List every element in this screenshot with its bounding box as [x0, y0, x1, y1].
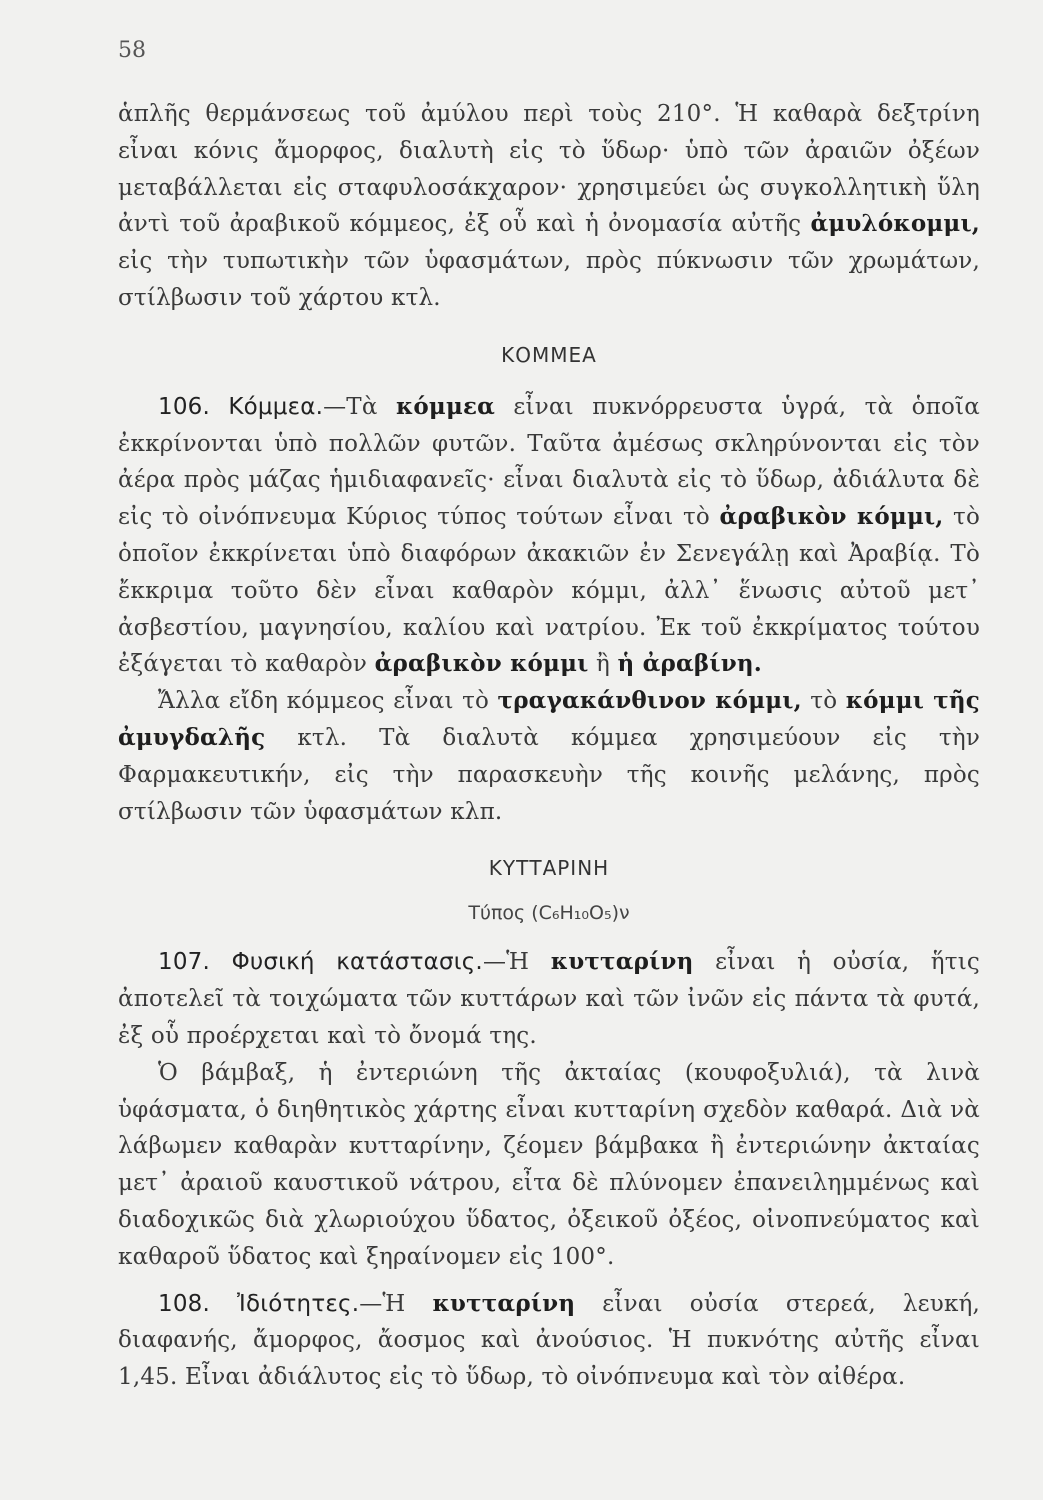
section-108-paragraph: 108. Ἰδιότητες.—Ἡ κυτταρίνη εἶναι οὐσία στερεά, λευκή, διαφανής, ἄμορφος, ἄοσμος καὶ ἀνούσιος. Ἡ πυκνότης αὐτῆς εἶναι 1,45. Εἶναι ἀδιάλυτος εἰς τὸ ὕδωρ, τὸ οἰνόπνευμα καὶ τὸν αἰθέρα.: [118, 1289, 981, 1391]
section-107-paragraph-2: Ὁ βάμβαξ, ἡ ἐντεριώνη τῆς ἀκταίας (κουφοξυλιά), τὰ λινὰ ὑφάσματα, ὁ διηθητικὸς χάρτης εἶναι κυτταρίνη σχεδὸν καθαρά. Διὰ νὰ λάβωμεν καθαρὰν κυτταρίνην, ζέομεν βάμβακα ἢ ἐντεριώνην ἀκταίας μετ᾽ ἀραιοῦ καυστικοῦ νάτρου, εἶτα δὲ πλύνομεν ἐπανειλημμένως καὶ διαδοχικῶς διὰ χλωριούχου ὕδατος, ὀξεικοῦ ὀξέος, οἰνοπνεύματος καὶ καθαροῦ ὕδατος καὶ ξηραίνομεν εἰς 100°.: [118, 1059, 980, 1270]
formula: Τύπος (C₆H₁₀O₅)ν: [468, 902, 630, 925]
section-number: 107.: [158, 949, 211, 976]
page-number: 58: [118, 38, 146, 63]
term-amylokommi: ἀμυλόκομμι,: [810, 210, 980, 238]
section-title: Κόμμεα.: [228, 393, 324, 420]
section-107-paragraph: 107. Φυσική κατάστασις.—Ἡ κυτταρίνη εἶναι ἡ οὐσία, ἥτις ἀποτελεῖ τὰ τοιχώματα τῶν κυττάρων καὶ τῶν ἰνῶν εἰς πάντα τὰ φυτά, ἐξ οὗ προέρχεται καὶ τὸ ὄνομά της.: [118, 948, 981, 1049]
section-106-paragraph-2: Ἄλλα εἴδη κόμμεος εἶναι τὸ τραγακάνθινον κόμμι, τὸ κόμμι τῆς ἀμυγδαλῆς κτλ. Τὰ διαλυτὰ κόμμεα χρησιμεύουν εἰς τὴν Φαρμακευτικήν, εἰς τὴν παρασκευὴν τῆς κοινῆς μελάνης, πρὸς στίλβωσιν τῶν ὑφασμάτων κλπ.: [118, 687, 981, 825]
heading-kommea: ΚΟΜΜΕΑ: [501, 342, 597, 367]
page-body: [118, 96, 980, 1396]
section-title: Φυσική κατάστασις.: [231, 949, 483, 976]
heading-kyttarini: ΚΥΤΤΑΡΙΝΗ: [488, 856, 610, 881]
section-number: 108.: [158, 1290, 211, 1317]
section-number: 106.: [158, 393, 211, 420]
intro-paragraph: ἁπλῆς θερμάνσεως τοῦ ἀμύλου περὶ τοὺς 210°. Ἡ καθαρὰ δεξτρίνη εἶναι κόνις ἄμορφος, διαλυτὴ εἰς τὸ ὕδωρ· ὑπὸ τῶν ἀραιῶν ὀξέων μεταβάλλεται εἰς σταφυλοσάκχαρον· χρησιμεύει ὡς συγκολλητικὴ ὕλη ἀντὶ τοῦ ἀραβικοῦ κόμμεος, ἐξ οὗ καὶ ἡ ὀνομασία αὐτῆς ἀμυλόκομμι, εἰς τὴν τυπωτικὴν τῶν ὑφασμάτων, πρὸς πύκνωσιν τῶν χρωμάτων, στίλβωσιν τοῦ χάρτου κτλ.: [118, 101, 980, 311]
section-title: Ἰδιότητες.: [237, 1290, 360, 1317]
section-106-paragraph: 106. Κόμμεα.—Τὰ κόμμεα εἶναι πυκνόρρευστα ὑγρά, τὰ ὁποῖα ἐκκρίνονται ὑπὸ πολλῶν φυτῶν. Ταῦτα ἀμέσως σκληρύνονται εἰς τὸν ἀέρα πρὸς μάζας ἡμιδιαφανεῖς· εἶναι διαλυτὰ εἰς τὸ ὕδωρ, ἀδιάλυτα δὲ εἰς τὸ οἰνόπνευμα Κύριος τύπος τούτων εἶναι τὸ ἀραβικὸν κόμμι, τὸ ὁποῖον ἐκκρίνεται ὑπὸ διαφόρων ἀκακιῶν ἐν Σενεγάλῃ καὶ Ἀραβίᾳ. Τὸ ἔκκριμα τοῦτο δὲν εἶναι καθαρὸν κόμμι, ἀλλ᾽ ἕνωσις αὐτοῦ μετ᾽ ἀσβεστίου, μαγνησίου, καλίου καὶ νατρίου. Ἐκ τοῦ ἐκκρίματος τούτου ἐξάγεται τὸ καθαρὸν ἀραβικὸν κόμμι ἢ ἡ ἀραβίνη.: [118, 392, 981, 678]
